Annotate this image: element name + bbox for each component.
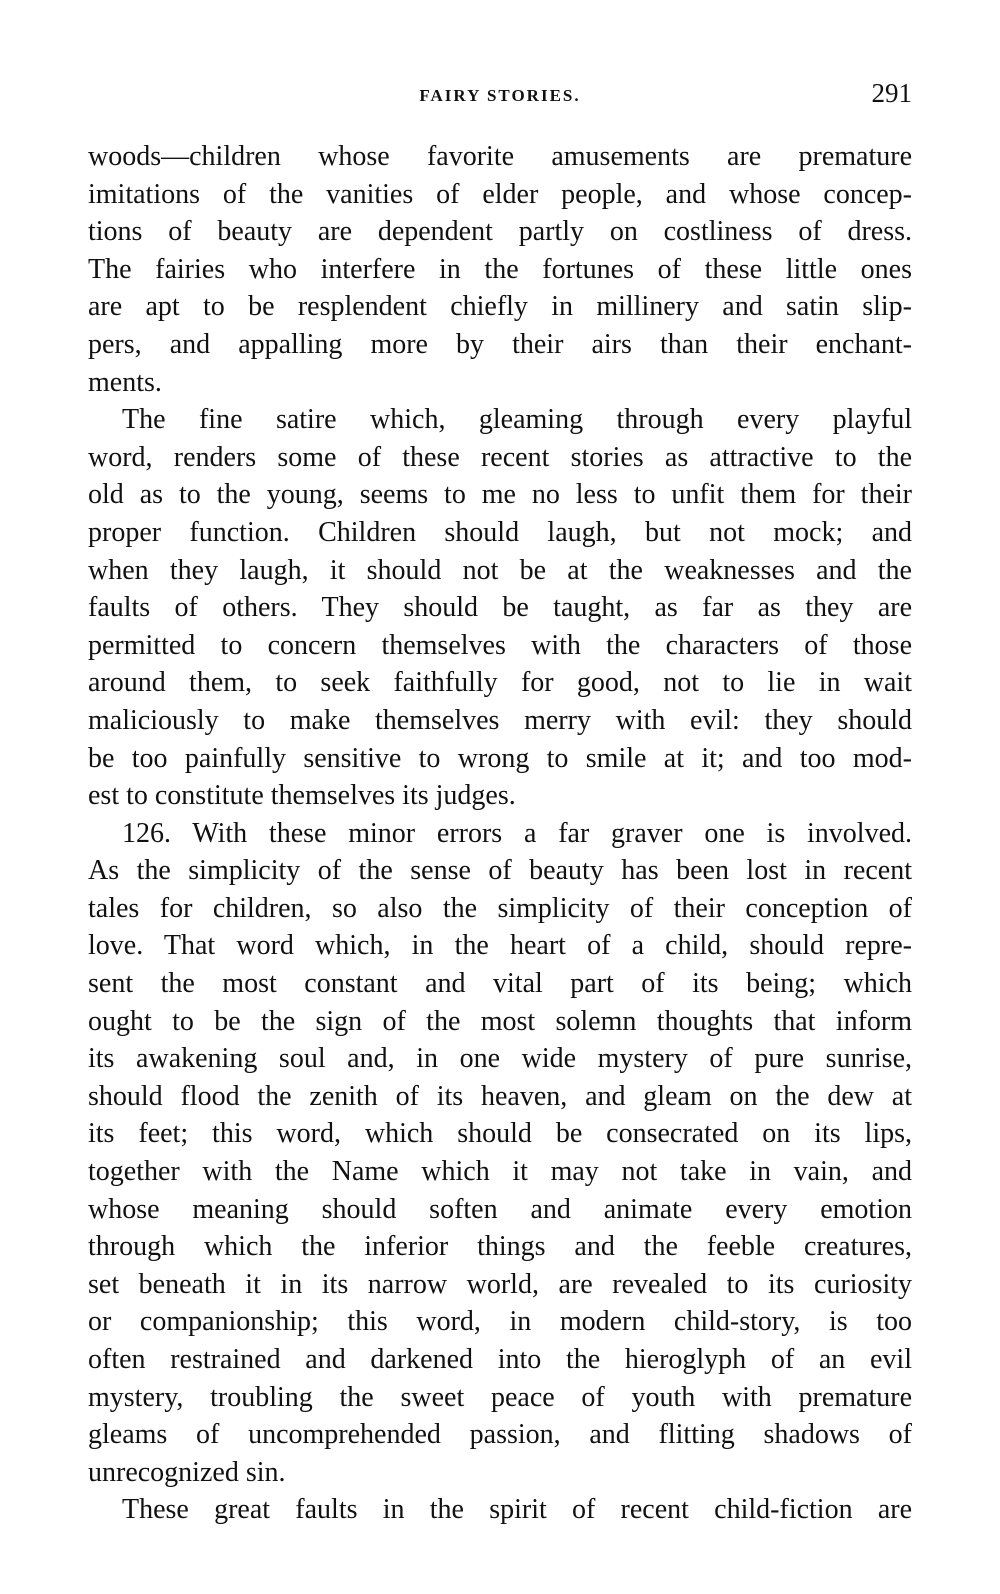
text-line: proper function. Children should laugh, but not mock; and	[88, 516, 912, 548]
text-line: As the simplicity of the sense of beauty has been lost in recent	[88, 855, 912, 887]
text-line: pers, and appalling more by their airs than their enchant-	[88, 328, 912, 360]
body-text	[88, 138, 912, 1529]
text-line: These great faults in the spirit of recent child-fiction are	[122, 1494, 912, 1526]
text-line: when they laugh, it should not be at the weaknesses and the	[88, 554, 912, 586]
text-line: often restrained and darkened into the hieroglyph of an evil	[88, 1344, 912, 1375]
text-line: maliciously to make themselves merry with evil: they should	[88, 704, 912, 736]
text-line: ought to be the sign of the most solemn thoughts that inform	[88, 1005, 912, 1037]
text-line: est to constitute themselves its judges.	[88, 780, 516, 812]
text-line: imitations of the vanities of elder people, and whose concep-	[88, 178, 912, 210]
text-line: its awakening soul and, in one wide mystery of pure sunrise,	[88, 1043, 912, 1075]
running-title: FAIRY STORIES.	[419, 86, 581, 105]
text-line: faults of others. They should be taught, as far as they are	[88, 592, 912, 624]
text-line: The fairies who interfere in the fortunes of these little ones	[88, 253, 912, 285]
text-line: together with the Name which it may not take in vain, and	[88, 1156, 912, 1188]
text-line: 126. With these minor errors a far graver one is involved.	[122, 817, 912, 849]
text-line: unrecognized sin.	[88, 1456, 286, 1488]
text-line: set beneath it in its narrow world, are revealed to its curiosity	[88, 1268, 912, 1300]
text-line: or companionship; this word, in modern child-story, is too	[88, 1306, 912, 1338]
running-head	[88, 78, 912, 118]
text-line: mystery, troubling the sweet peace of youth with premature	[88, 1381, 912, 1413]
text-line: ments.	[88, 366, 162, 398]
text-line: gleams of uncomprehended passion, and flitting shadows of	[88, 1419, 912, 1451]
text-line: tales for children, so also the simplicity of their conception of	[88, 892, 912, 924]
text-line: around them, to seek faithfully for good, not to lie in wait	[88, 667, 912, 699]
text-line: The fine satire which, gleaming through every playful	[122, 404, 912, 436]
text-line: be too painfully sensitive to wrong to smile at it; and too mod-	[88, 742, 912, 774]
text-line: whose meaning should soften and animate every emotion	[88, 1193, 912, 1225]
text-line: word, renders some of these recent stories as attractive to the	[88, 441, 912, 473]
text-line: old as to the young, seems to me no less to unfit them for their	[88, 479, 912, 511]
text-line: tions of beauty are dependent partly on costliness of dress.	[88, 216, 912, 248]
text-line: permitted to concern themselves with the characters of those	[88, 629, 912, 661]
text-line: through which the inferior things and the feeble creatures,	[88, 1231, 912, 1263]
text-line: sent the most constant and vital part of its being; which	[88, 968, 912, 1000]
text-line: woods—children whose favorite amusements are premature	[88, 141, 912, 172]
text-line: its feet; this word, which should be consecrated on its lips,	[88, 1118, 912, 1150]
text-line: should flood the zenith of its heaven, and gleam on the dew at	[88, 1080, 912, 1112]
page-number: 291	[871, 78, 912, 108]
text-line: love. That word which, in the heart of a child, should repre-	[88, 930, 912, 962]
text-line: are apt to be resplendent chiefly in millinery and satin slip-	[88, 291, 912, 323]
